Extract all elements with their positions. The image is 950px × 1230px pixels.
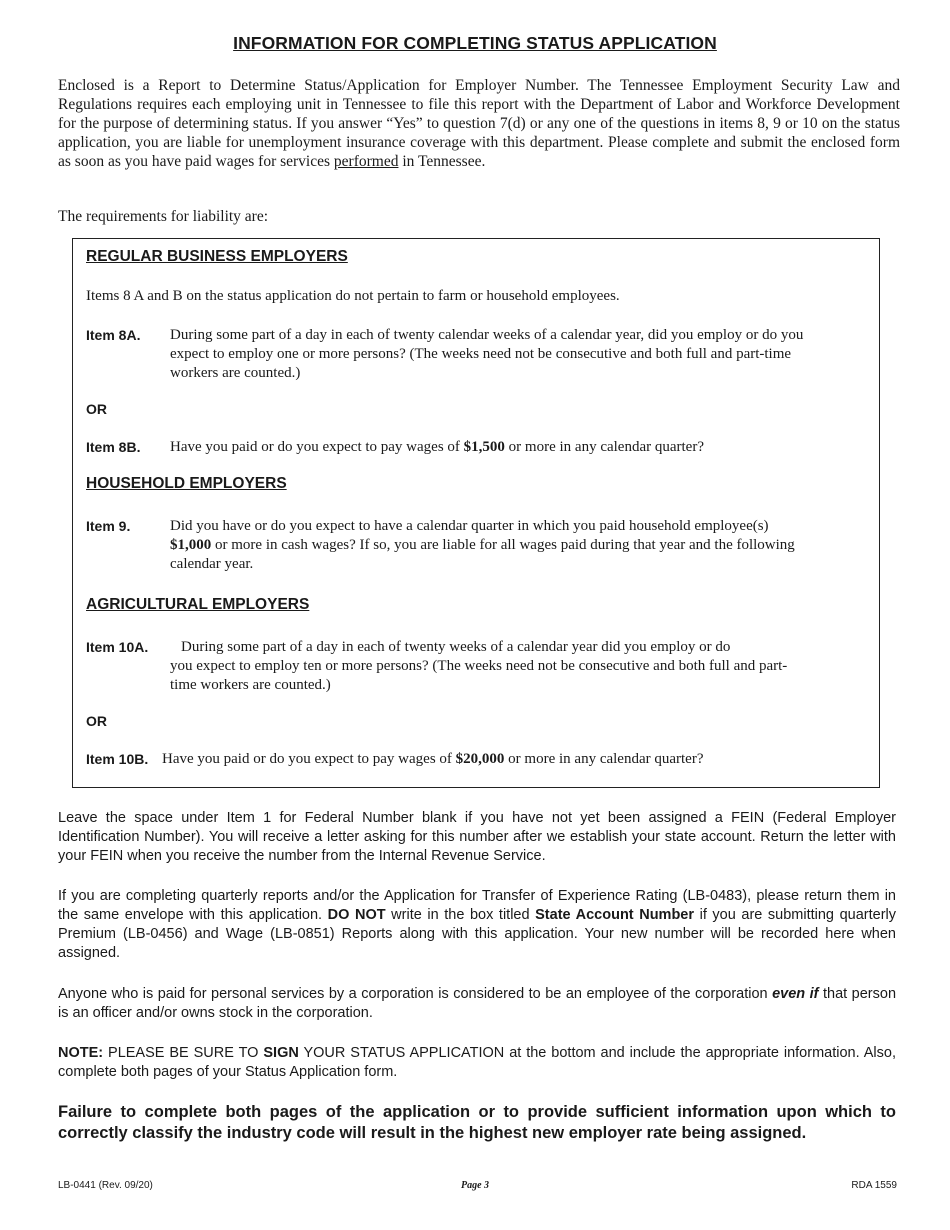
item-10a-line1: During some part of a day in each of twenty weeks of a calendar year did you employ or do: [181, 639, 731, 655]
item-10b-amount: $20,000: [455, 751, 505, 767]
note-text-1: PLEASE BE SURE TO: [103, 1045, 264, 1061]
or-separator-2: OR: [86, 713, 107, 729]
corporation-text-2: that person is an officer and/or owns stock in the corporation.: [58, 986, 897, 1021]
item-10b-label: Item 10B.: [86, 751, 149, 767]
note-text-2: YOUR STATUS APPLICATION at the bottom and include the appropriate information. Also, complete both pages of your Status Application form.: [58, 1045, 896, 1080]
item-8b-label: Item 8B.: [86, 439, 141, 455]
state-account-number-emphasis: State Account Number: [535, 907, 695, 923]
item-10a-label: Item 10A.: [86, 639, 149, 655]
do-not-emphasis: DO NOT: [327, 907, 386, 923]
item-9-text: [170, 517, 800, 574]
regular-employers-heading: REGULAR BUSINESS EMPLOYERS: [86, 248, 348, 265]
intro-text: Enclosed is a Report to Determine Status/Application for Employer Number. The Tennessee Employment Security Law and Regulations requires each employing unit in Tennessee to file this report with the Department of Labor and Workforce Development for the purpose of determining status. If you answer “Yes” to question 7(d) or any one of the questions in items 8, 9 or 10 on the status application, you are liable for unemployment insurance coverage with this department. Please complete and submit the enclosed form as soon as you have paid wages for services: [58, 77, 900, 170]
intro-text-end: in Tennessee.: [398, 153, 486, 170]
corporation-paragraph: [58, 985, 896, 1023]
page-title: INFORMATION FOR COMPLETING STATUS APPLICATION: [233, 33, 717, 53]
item-9-label: Item 9.: [86, 518, 131, 534]
requirements-intro: The requirements for liability are:: [58, 208, 269, 225]
final-warning: Failure to complete both pages of the application or to provide sufficient information upon which to correctly classify the industry code will result in the highest new employer rate being assigned.: [58, 1103, 896, 1142]
requirements-box: [72, 238, 880, 788]
quarterly-text-1: If you are completing quarterly reports and/or the Application for Transfer of Experience Rating (LB-0483), please return them in the same envelope with this application.: [58, 888, 896, 923]
item-8b-text: [170, 438, 820, 457]
item-8b-amount: $1,500: [463, 439, 505, 455]
intro-underlined-word: performed: [333, 153, 399, 170]
regular-employers-note: Items 8 A and B on the status application do not pertain to farm or household employees.: [86, 288, 620, 304]
rda-number: RDA 1559: [851, 1180, 897, 1191]
item-9-post: or more in cash wages? If so, you are liable for all wages paid during that year and the following calendar year.: [170, 537, 795, 572]
note-label: NOTE:: [58, 1045, 104, 1061]
sign-emphasis: SIGN: [263, 1045, 299, 1061]
household-employers-heading: HOUSEHOLD EMPLOYERS: [86, 475, 287, 492]
page-number: Page 3: [460, 1180, 490, 1191]
note-paragraph: [58, 1044, 896, 1082]
quarterly-text-3: if you are submitting quarterly Premium (LB-0456) and Wage (LB-0851) Reports along with this application. Your new number will be recorded here when assigned.: [58, 907, 896, 961]
corporation-text-1: Anyone who is paid for personal services by a corporation is considered to be an employee of the corporation: [58, 986, 773, 1002]
or-separator-1: OR: [86, 401, 107, 417]
quarterly-reports-paragraph: [58, 887, 896, 963]
item-10b-post: or more in any calendar quarter?: [504, 751, 704, 767]
item-10b-pre: Have you paid or do you expect to pay wages of: [162, 751, 456, 767]
item-9-amount: $1,000: [170, 537, 212, 553]
fein-paragraph: Leave the space under Item 1 for Federal Number blank if you have not yet been assigned a FEIN (Federal Employer Identification Number). You will receive a letter asking for this number after we establish your state account. Return the letter with your FEIN when you receive the number from the Internal Revenue Service.: [58, 810, 896, 864]
item-10b-text: [162, 750, 812, 769]
item-8a-text: During some part of a day in each of twenty calendar weeks of a calendar year, did you employ or do you expect to employ one or more persons? (The weeks need not be consecutive and both full and part-time workers are counted.): [170, 327, 804, 381]
item-10a-rest: you expect to employ ten or more persons? (The weeks need not be consecutive and both full and part-time workers are counted.): [170, 658, 788, 693]
item-8a-label: Item 8A.: [86, 327, 141, 343]
even-if-emphasis: even if: [772, 986, 819, 1002]
item-9-pre: Did you have or do you expect to have a calendar quarter in which you paid household employee(s): [170, 518, 769, 534]
form-number: LB-0441 (Rev. 09/20): [58, 1180, 153, 1191]
quarterly-text-2: write in the box titled: [385, 907, 536, 923]
agricultural-employers-heading: AGRICULTURAL EMPLOYERS: [86, 596, 310, 613]
intro-paragraph: [58, 76, 900, 171]
item-8b-post: or more in any calendar quarter?: [504, 439, 704, 455]
item-8b-pre: Have you paid or do you expect to pay wages of: [170, 439, 464, 455]
